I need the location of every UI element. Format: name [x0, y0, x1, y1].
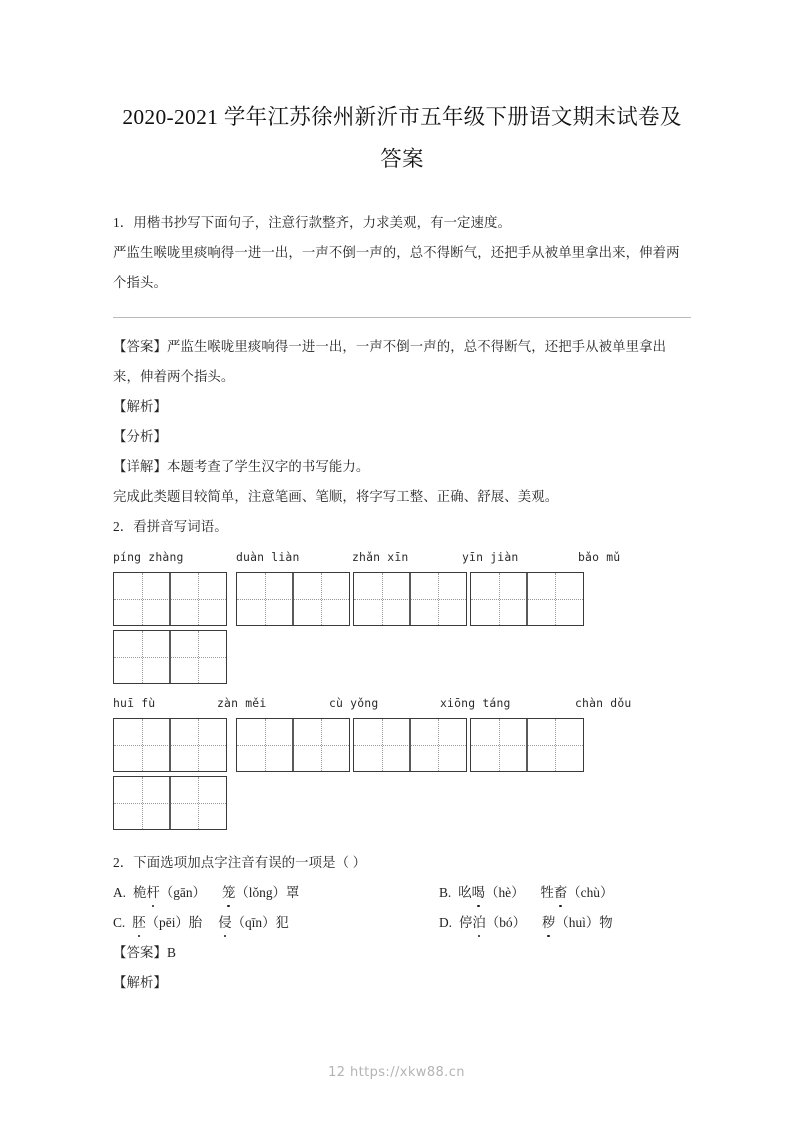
option-text: （qīn）犯	[231, 915, 289, 930]
page-footer: 12 https://xkw88.cn	[328, 1065, 465, 1080]
pinyin-label: cù yǒng	[329, 696, 379, 710]
grid-divider-vertical	[169, 719, 170, 771]
question1-breakdown-label: 【分析】	[113, 429, 167, 444]
pinyin-row-2	[113, 696, 691, 718]
tianzige-box[interactable]	[113, 718, 227, 772]
tianzige-box[interactable]	[470, 572, 584, 626]
pinyin-label: duàn liàn	[236, 550, 300, 564]
pinyin-row-1	[113, 550, 691, 572]
grid-divider-vertical	[169, 631, 170, 683]
question1-passage: 严监生喉咙里痰响得一进一出，一声不倒一声的，总不得断气，还把手从被单里拿出来，伸着两个指头。	[113, 245, 680, 290]
tianzige-box[interactable]	[236, 718, 350, 772]
question1-stem: 1．用楷书抄写下面句子，注意行款整齐，力求美观，有一定速度。	[113, 215, 512, 230]
section-divider	[113, 317, 691, 318]
tianzige-box[interactable]	[353, 718, 467, 772]
page-title: 2020-2021 学年江苏徐州新沂市五年级下册语文期末试卷及答案	[122, 105, 682, 171]
grid-divider-vertical	[292, 719, 293, 771]
grid-divider-vertical	[526, 719, 527, 771]
option-text: （hè）	[485, 885, 525, 900]
pinyin-label: zàn měi	[217, 696, 267, 710]
option-text: 停	[459, 915, 473, 930]
option-text: （lǒng）罩	[235, 885, 300, 900]
tianzige-box[interactable]	[113, 572, 227, 626]
question1-analysis-label: 【解析】	[113, 399, 167, 414]
option-text: （bó）	[485, 915, 526, 930]
option-label: B.	[439, 885, 452, 900]
option-d[interactable]	[439, 908, 613, 938]
grid-divider-vertical	[409, 719, 410, 771]
option-text: 牲	[540, 885, 554, 900]
grid-divider-vertical	[409, 573, 410, 625]
option-label: D.	[439, 915, 453, 930]
emphasis-dotted-character: 喝	[472, 878, 485, 908]
option-c[interactable]	[113, 908, 289, 938]
emphasis-dotted-character: 畜	[554, 878, 567, 908]
pinyin-label: yīn jiàn	[462, 550, 519, 564]
tianzige-box[interactable]	[470, 718, 584, 772]
grid-row-2b	[113, 776, 691, 834]
grid-divider-vertical	[292, 573, 293, 625]
pinyin-label: zhǎn xīn	[352, 550, 409, 564]
question1-detail: 【详解】本题考查了学生汉字的书写能力。	[113, 459, 370, 474]
question3-answer: 【答案】B	[113, 945, 176, 960]
choice-row-cd	[113, 908, 691, 938]
option-label: C.	[113, 915, 126, 930]
tianzige-box[interactable]	[236, 572, 350, 626]
option-text: （gān）	[159, 885, 206, 900]
tianzige-box[interactable]	[113, 630, 227, 684]
emphasis-dotted-character: 侵	[218, 908, 231, 938]
pinyin-label: huī fù	[113, 696, 156, 710]
tianzige-box[interactable]	[113, 776, 227, 830]
pinyin-label: xiōng táng	[440, 696, 511, 710]
option-text: 桅	[133, 885, 147, 900]
choice-row-ab	[113, 878, 691, 908]
pinyin-label: bǎo mǔ	[578, 550, 621, 564]
grid-divider-vertical	[169, 777, 170, 829]
grid-row-1b	[113, 630, 691, 688]
question3-analysis-label: 【解析】	[113, 975, 167, 990]
document-content	[113, 96, 691, 998]
tianzige-box[interactable]	[353, 572, 467, 626]
pinyin-label: píng zhàng	[113, 550, 184, 564]
option-text: 吆	[458, 885, 472, 900]
option-text: （chù）	[567, 885, 614, 900]
option-b[interactable]	[439, 878, 613, 908]
option-text: （pēi）胎	[145, 915, 203, 930]
emphasis-dotted-character: 胚	[132, 908, 145, 938]
grid-divider-vertical	[169, 573, 170, 625]
grid-divider-vertical	[526, 573, 527, 625]
question2-stem: 2．看拼音写词语。	[113, 519, 228, 534]
emphasis-dotted-character: 杆	[146, 878, 159, 908]
option-label: A.	[113, 885, 127, 900]
option-a[interactable]	[113, 878, 299, 908]
question1-answer: 【答案】严监生喉咙里痰响得一进一出，一声不倒一声的，总不得断气，还把手从被单里拿出来，伸着两个指头。	[113, 339, 667, 384]
question1-detail-extra: 完成此类题目较简单，注意笔画、笔顺，将字写工整、正确、舒展、美观。	[113, 489, 559, 504]
option-text: （huì）物	[555, 915, 613, 930]
grid-row-2	[113, 718, 691, 776]
question3-stem: 2．下面选项加点字注音有误的一项是（ ）	[113, 855, 367, 870]
emphasis-dotted-character: 泊	[472, 908, 485, 938]
emphasis-dotted-character: 笼	[222, 878, 235, 908]
pinyin-label: chàn dǒu	[575, 696, 632, 710]
grid-row-1	[113, 572, 691, 630]
emphasis-dotted-character: 秽	[542, 908, 555, 938]
